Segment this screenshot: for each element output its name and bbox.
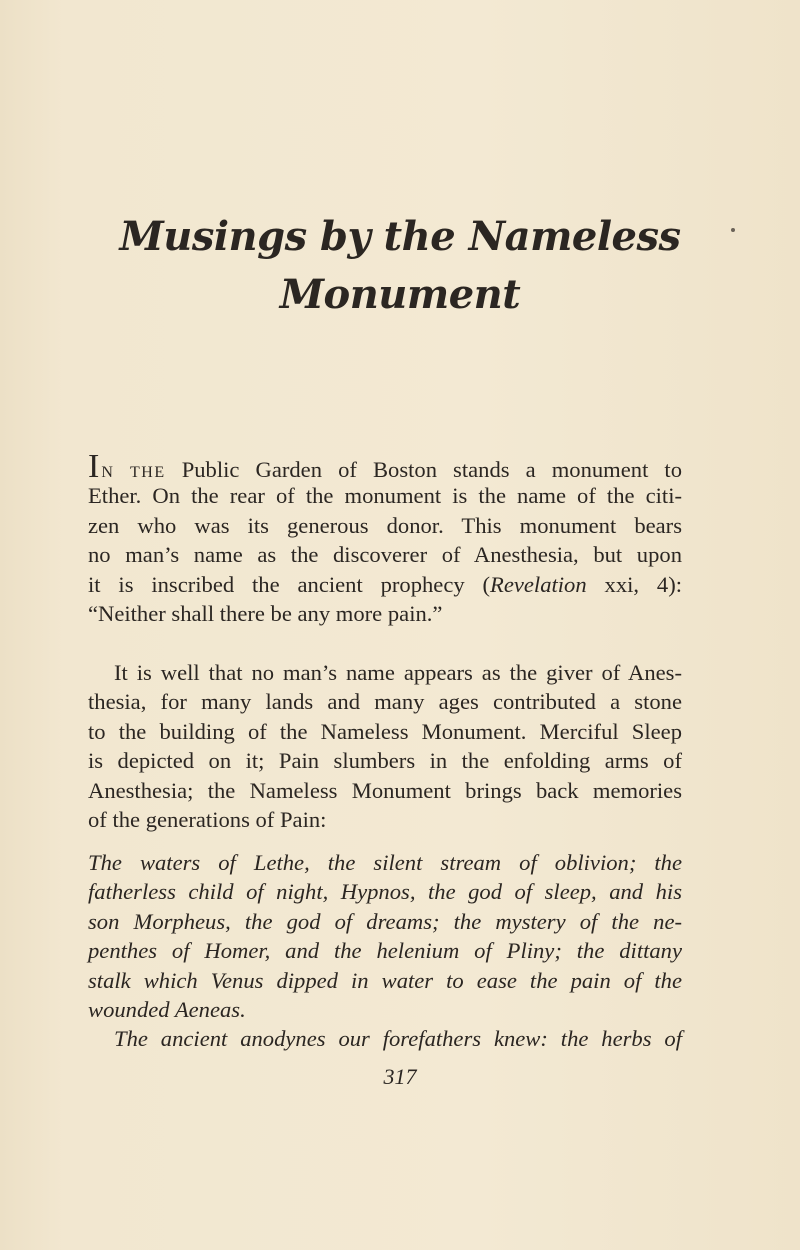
paragraph-2-line-6: of the generations of Pain: (88, 806, 327, 832)
paragraph-1 (88, 448, 682, 628)
paragraph-3-line-6: wounded Aeneas. (88, 996, 246, 1022)
paragraph-1-line-1 (88, 448, 682, 485)
paragraph-1-line-3: zen who was its generous donor. This monument bears (88, 512, 682, 538)
paragraph-3-italic (88, 848, 682, 1054)
paragraph-1-line-4: no man’s name as the discoverer of Anesthesia, but upon (88, 542, 682, 568)
paragraph-2-line-1: It is well that no man’s name appears as the giver of Anes- (114, 660, 682, 685)
paragraph-2-line-3: to the building of the Nameless Monument. Merciful Sleep (88, 718, 682, 744)
paragraph-2-line-2: thesia, for many lands and many ages contributed a stone (88, 689, 682, 715)
line-5-post: xxi, 4): (586, 571, 682, 597)
paragraph-2-line-5: Anesthesia; the Nameless Monument brings back memories (88, 777, 682, 803)
paragraph-3-line-3: son Morpheus, the god of dreams; the mystery of the ne- (88, 908, 682, 934)
paragraph-2-line-4: is depicted on it; Pain slumbers in the enfolding arms of (88, 748, 682, 774)
paragraph-1-line-2: Ether. On the rear of the monument is the name of the citi- (88, 483, 682, 509)
chapter-title-line-1: Musings by the Nameless (119, 213, 681, 260)
paragraph-3-line-2: fatherless child of night, Hypnos, the god of sleep, and his (88, 879, 682, 905)
citation-italic: Revelation (490, 571, 587, 597)
paragraph-3-line-4: penthes of Homer, and the helenium of Pliny; the dittany (88, 938, 682, 964)
drop-cap: I (88, 448, 100, 485)
chapter-title (0, 208, 800, 324)
paragraph-1-line-5 (88, 570, 682, 599)
small-caps-lead: N THE (101, 464, 166, 481)
line-5-pre: it is inscribed the ancient prophecy ( (88, 571, 491, 597)
paragraph-3-line-1: The waters of Lethe, the silent stream of oblivion; the (88, 850, 682, 875)
paragraph-4-line-1: The ancient anodynes our forefathers knew: the herbs of (114, 1026, 682, 1052)
paragraph-1-line-1-text: Public Garden of Boston stands a monument to (165, 457, 682, 482)
paragraph-3-line-5: stalk which Venus dipped in water to ease the pain of the (88, 967, 682, 993)
paragraph-1-line-6: “Neither shall there be any more pain.” (88, 600, 443, 626)
page-number: 317 (383, 1064, 417, 1089)
paper-speck (731, 228, 735, 232)
chapter-title-line-2: Monument (279, 271, 521, 318)
paragraph-2 (88, 658, 682, 834)
